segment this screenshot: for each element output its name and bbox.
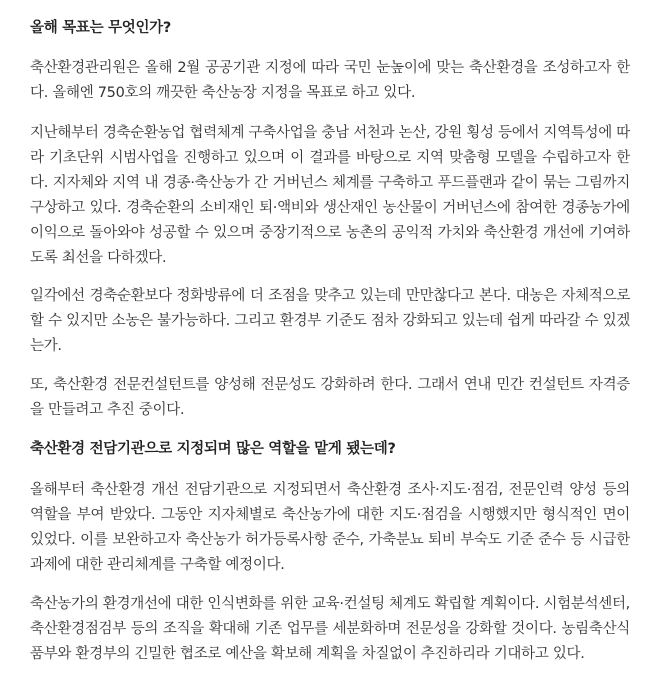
interview-question: 축산환경 전담기관으로 지정되며 많은 역할을 맡게 됐는데? bbox=[30, 441, 396, 457]
answer-paragraph: 지난해부터 경축순환농업 협력체계 구축사업을 충남 서천과 논산, 강원 횡성 등에서 지역특성에 따라 기초단위 시범사업을 진행하고 있으며 이 결과를 바탕으로 지역 맞춤형 모델을 수립하고자 한다. 지자체와 지역 내 경종·축산농가 간 거버넌스 체계를 구축하고 푸드플랜과 같이 묶는 그림까지 구상하고 있다. 경축순환의 소비재인 퇴·액비와 생산재인 농산물이 거버넌스에 참여한 경종농가에 이익으로 돌아와야 성공할 수 있으며 중장기적으로 농촌의 공익적 가치와 축산환경 개선에 기여하도록 최선을 다하겠다. bbox=[30, 125, 630, 266]
interview-question: 올해 목표는 무엇인가? bbox=[30, 20, 171, 36]
answer-paragraph: 올해부터 축산환경 개선 전담기관으로 지정되면서 축산환경 조사·지도·점검, 전문인력 양성 등의 역할을 부여 받았다. 그동안 지자체별로 축산농가에 대한 지도·점검을 시행했지만 형식적인 면이 있었다. 이를 보완하고자 축산농가 허가등록사항 준수, 가축분뇨 퇴비 부숙도 기준 준수 등 시급한 과제에 대한 관리체계를 구축할 예정이다. bbox=[30, 482, 630, 573]
answer-paragraph: 축산농가의 환경개선에 대한 인식변화를 위한 교육·컨설팅 체계도 확립할 계획이다. 시험분석센터, 축산환경점검부 등의 조직을 확대해 기존 업무를 세분화하며 전문성을 강화할 것이다. 농림축산식품부와 환경부의 긴밀한 협조로 예산을 확보해 계획을 차질없이 추진하리라 기대하고 있다. bbox=[30, 596, 630, 662]
answer-paragraph: 또, 축산환경 전문컨설턴트를 양성해 전문성도 강화하려 한다. 그래서 연내 민간 컨설턴트 자격증을 만들려고 추진 중이다. bbox=[30, 377, 630, 418]
answer-paragraph: 일각에선 경축순환보다 정화방류에 더 조점을 맞추고 있는데 만만찮다고 본다. 대농은 자체적으로 할 수 있지만 소농은 불가능하다. 그리고 환경부 기준도 점차 강화되고 있는데 쉽게 따라갈 수 있겠는가. bbox=[30, 288, 630, 354]
answer-paragraph: 축산환경관리원은 올해 2월 공공기관 지정에 따라 국민 눈높이에 맞는 축산환경을 조성하고자 한다. 올해엔 750호의 깨끗한 축산농장 지정을 목표로 하고 있다. bbox=[30, 60, 630, 101]
